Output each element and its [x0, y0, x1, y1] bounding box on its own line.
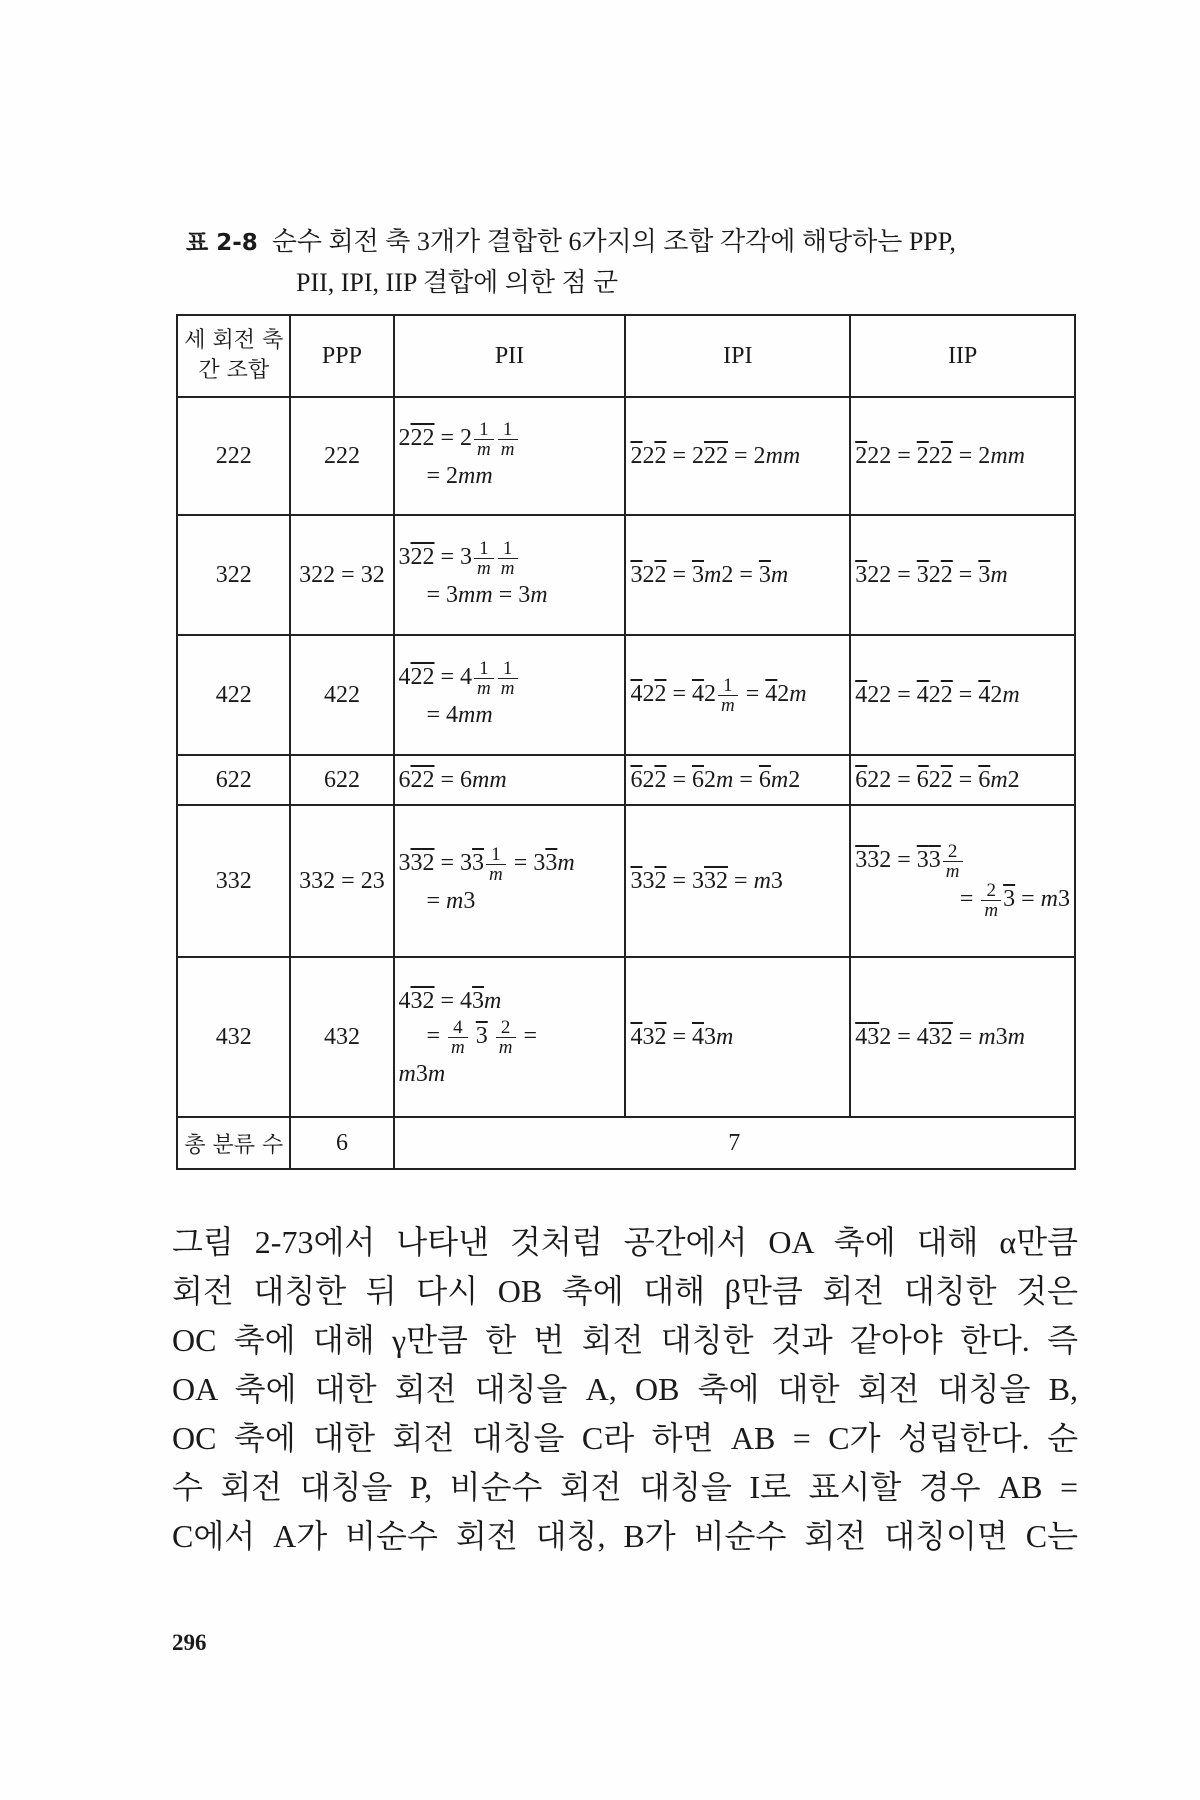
point-group-table: [176, 314, 1076, 1170]
cell-ipi: 222 = 222 = 2mm: [625, 397, 850, 515]
cell-pii: 622 = 6mm: [394, 755, 626, 805]
header-ppp: PPP: [290, 315, 393, 397]
table-row: [177, 515, 1075, 635]
total-others: 7: [394, 1117, 1076, 1169]
cell-iip: 332 = 33 $\frac{2}{m}$ = $\frac{2}{m}$ 3 = m3: [850, 805, 1075, 957]
table-row: [177, 805, 1075, 957]
cell-combination: 322: [177, 515, 290, 635]
cell-pii: 322 = 3 $\frac{1}{m}$ $\frac{1}{m}$ = 3mm = 3m: [394, 515, 626, 635]
paragraph-line: OC 축에 대해 γ만큼 한 번 회전 대칭한 것과 같아야 한다. 즉: [172, 1322, 1078, 1358]
table-row: [177, 635, 1075, 755]
paragraph-line: OC 축에 대한 회전 대칭을 C라 하면 AB = C가 성립한다. 순: [172, 1420, 1078, 1456]
cell-iip: 432 = 432 = m3m: [850, 957, 1075, 1117]
cell-combination: 422: [177, 635, 290, 755]
paragraph-line: 수 회전 대칭을 P, 비순수 회전 대칭을 I로 표시할 경우 AB =: [172, 1469, 1078, 1505]
table-header-row: [177, 315, 1075, 397]
cell-ipi: 622 = 62m = 6m2: [625, 755, 850, 805]
cell-combination: 222: [177, 397, 290, 515]
page-number: 296: [172, 1630, 207, 1655]
body-paragraph: [172, 1218, 1078, 1561]
paragraph-line: 그림 2-73에서 나타낸 것처럼 공간에서 OA 축에 대해 α만큼: [172, 1224, 1078, 1260]
header-iip: IIP: [850, 315, 1075, 397]
cell-ppp: 622: [290, 755, 393, 805]
cell-ipi: 332 = 332 = m3: [625, 805, 850, 957]
total-ppp: 6: [290, 1117, 393, 1169]
header-axis-combination: 세 회전 축간 조합: [177, 315, 290, 397]
paragraph-line: OA 축에 대한 회전 대칭을 A, OB 축에 대한 회전 대칭을 B,: [172, 1371, 1078, 1407]
cell-ipi: 422 = 42 $\frac{1}{m}$ = 42m: [625, 635, 850, 755]
header-ipi: IPI: [625, 315, 850, 397]
cell-ipi: 322 = 3m2 = 3m: [625, 515, 850, 635]
table-caption: [186, 222, 1086, 302]
table-row: [177, 397, 1075, 515]
cell-iip: 622 = 622 = 6m2: [850, 755, 1075, 805]
cell-combination: 332: [177, 805, 290, 957]
cell-ppp: 222: [290, 397, 393, 515]
cell-pii: 432 = 43m = $\frac{4}{m}$ 3 $\frac{2}{m}$ = m3m: [394, 957, 626, 1117]
cell-iip: 422 = 422 = 42m: [850, 635, 1075, 755]
cell-ipi: 432 = 43m: [625, 957, 850, 1117]
cell-pii: 222 = 2 $\frac{1}{m}$ $\frac{1}{m}$ = 2mm: [394, 397, 626, 515]
paragraph-line: C에서 A가 비순수 회전 대칭, B가 비순수 회전 대칭이면 C는: [172, 1518, 1078, 1554]
caption-line-1: 순수 회전 축 3개가 결합한 6가지의 조합 각각에 해당하는 PPP,: [271, 227, 956, 256]
table-row: [177, 957, 1075, 1117]
cell-pii: 332 = 33 $\frac{1}{m}$ = 33m = m3: [394, 805, 626, 957]
cell-ppp: 332 = 23: [290, 805, 393, 957]
cell-iip: 322 = 322 = 3m: [850, 515, 1075, 635]
caption-line-2: PII, IPI, IIP 결합에 의한 점 군: [296, 268, 619, 297]
table-row: [177, 755, 1075, 805]
header-pii: PII: [394, 315, 626, 397]
total-label: 총 분류 수: [177, 1117, 290, 1169]
cell-ppp: 432: [290, 957, 393, 1117]
cell-ppp: 322 = 32: [290, 515, 393, 635]
table-label: 표 2-8: [186, 230, 258, 256]
cell-iip: 222 = 222 = 2mm: [850, 397, 1075, 515]
cell-ppp: 422: [290, 635, 393, 755]
total-row: [177, 1117, 1075, 1169]
cell-combination: 622: [177, 755, 290, 805]
paragraph-line: 회전 대칭한 뒤 다시 OB 축에 대해 β만큼 회전 대칭한 것은: [172, 1273, 1078, 1309]
cell-combination: 432: [177, 957, 290, 1117]
cell-pii: 422 = 4 $\frac{1}{m}$ $\frac{1}{m}$ = 4mm: [394, 635, 626, 755]
